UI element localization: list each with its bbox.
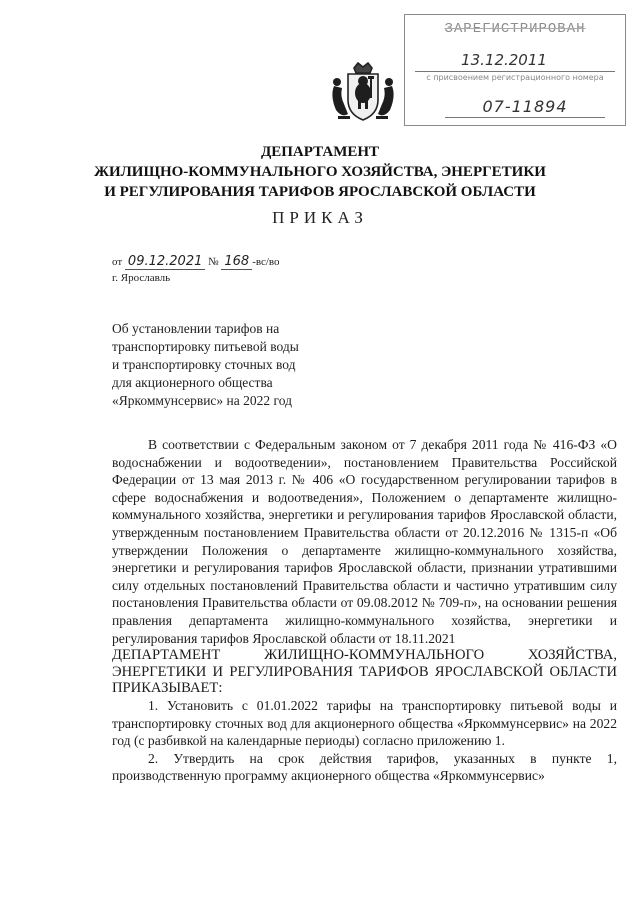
order-subject xyxy=(112,320,332,410)
subject-line: и транспортировку сточных вод xyxy=(112,357,296,372)
order-title: ПРИКАЗ xyxy=(272,208,368,227)
heading-line: И РЕГУЛИРОВАНИЯ ТАРИФОВ ЯРОСЛАВСКОЙ ОБЛАСТИ xyxy=(104,184,536,200)
from-label: от xyxy=(112,256,123,268)
heading-line: ЖИЛИЩНО-КОММУНАЛЬНОГО ХОЗЯЙСТВА, ЭНЕРГЕТИКИ xyxy=(94,164,546,180)
stamp-title: ЗАРЕГИСТРИРОВАН xyxy=(444,21,586,37)
number-label: № xyxy=(208,256,219,268)
decree-paragraph: ДЕПАРТАМЕНТ ЖИЛИЩНО-КОММУНАЛЬНОГО ХОЗЯЙСТВА, ЭНЕРГЕТИКИ И РЕГУЛИРОВАНИЯ ТАРИФОВ ЯРОСЛАВСКОЙ ОБЛАСТИ ПРИКАЗЫВАЕТ: xyxy=(112,647,617,697)
item-2-paragraph: 2. Утвердить на срок действия тарифов, указанных в пункте 1, производственную программу акционерного общества «Яркоммунсервис» xyxy=(112,750,617,784)
subject-line: для акционерного общества xyxy=(112,375,273,390)
stamp-date: 13.12.2011 xyxy=(461,51,547,69)
item-1-paragraph: 1. Установить с 01.01.2022 тарифы на транспортировку питьевой воды и транспортировку сточных вод для акционерного общества «Яркоммунсервис» на 2022 год (с разбивкой на календарные периоды) согласно приложению 1. xyxy=(112,697,617,749)
order-number-suffix: -вс/во xyxy=(252,256,280,268)
order-date-number xyxy=(112,254,280,270)
stamp-number: 07-11894 xyxy=(482,97,568,116)
order-meta xyxy=(112,254,280,286)
stamp-divider xyxy=(415,71,615,72)
order-number: 168 xyxy=(221,254,252,270)
city: г. Ярославль xyxy=(112,272,171,284)
coat-of-arms-icon xyxy=(328,60,398,130)
subject-line: Об установлении тарифов на xyxy=(112,321,280,336)
preamble-paragraph: В соответствии с Федеральным законом от 7 декабря 2011 года № 416-ФЗ «О водоснабжении и водоотведении», постановлением Правительства Российской Федерации от 13 мая 2013 г. № 406 «О государственном регулировании тарифов в сфере водоснабжения и водоотведения», Положением о департаменте жилищно-коммунального хозяйства, энергетики и регулирования тарифов Ярославской области, утвержденным постановлением Правительства области от 20.12.2016 № 1315-п «Об утверждении Положения о департаменте жилищно-коммунального хозяйства, энергетики и регулирования тарифов Ярославской области, признании утратившими силу отдельных постановлений Правительства области и частично утратившим силу постановления Правительства области от 09.08.2012 № 709-п», на основании решения правления департамента жилищно-коммунального хозяйства, энергетики и регулирования тарифов Ярославской области от 18.11.2021 xyxy=(112,437,617,646)
subject-line: «Яркоммунсервис» на 2022 год xyxy=(112,393,292,408)
order-date: 09.12.2021 xyxy=(125,254,205,270)
subject-line: транспортировку питьевой воды xyxy=(112,339,299,354)
department-heading xyxy=(80,142,560,202)
stamp-divider xyxy=(445,117,605,118)
stamp-caption: с присвоением регистрационного номера xyxy=(426,73,604,82)
heading-line: ДЕПАРТАМЕНТ xyxy=(260,144,380,160)
order-body xyxy=(112,436,617,785)
registration-stamp xyxy=(404,14,626,126)
